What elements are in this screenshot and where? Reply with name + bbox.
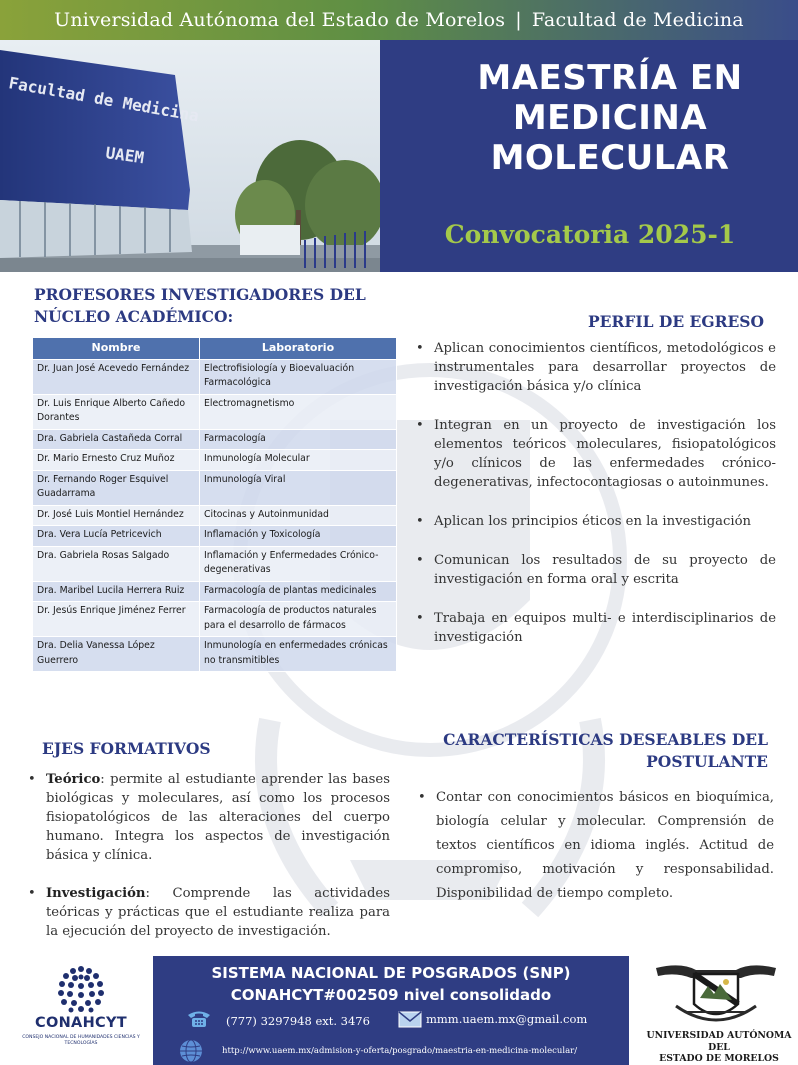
professor-lab: Electrofisiología y Bioevaluación Farmacológica: [200, 359, 397, 394]
program-title: [440, 58, 780, 178]
professor-name: Dra. Maribel Lucila Herrera Ruiz: [33, 581, 200, 602]
list-item: [416, 609, 776, 647]
envelope-icon: [398, 1011, 422, 1028]
table-row: [33, 602, 397, 637]
building-sign-line1: Facultad de Medicina: [7, 73, 201, 126]
uaem-name: [640, 1030, 798, 1065]
building-illustration: [0, 40, 380, 272]
bullet-icon: •: [416, 341, 424, 356]
list-item: [416, 512, 776, 531]
email-address: mmm.uaem.mx@gmail.com: [426, 1012, 588, 1026]
professor-lab: Inflamación y Enfermedades Crónico-degenerativas: [200, 546, 397, 581]
table-header-row: [33, 338, 397, 360]
column-header-lab: Laboratorio: [200, 338, 397, 360]
table-row: [33, 581, 397, 602]
phone-number: (777) 3297948 ext. 3476: [226, 1014, 370, 1028]
caracteristicas-heading: [420, 729, 768, 773]
professor-name: Dra. Delia Vanessa López Guerrero: [33, 637, 200, 672]
bullet-icon: •: [416, 418, 424, 433]
ejes-list: [28, 770, 390, 960]
title-line-3: MOLECULAR: [490, 138, 730, 178]
professor-lab: Citocinas y Autoinmunidad: [200, 505, 397, 526]
ejes-heading: EJES FORMATIVOS: [42, 739, 211, 758]
professor-name: Dra. Gabriela Rosas Salgado: [33, 546, 200, 581]
uaem-crest-icon: [646, 960, 786, 1026]
eje-term: Teórico: [46, 772, 101, 787]
perfil-heading-wrap: [560, 311, 764, 333]
column-header-name: Nombre: [33, 338, 200, 360]
list-item: [416, 416, 776, 492]
perfil-item-text: Trabaja en equipos multi- e interdisciplinarios de investigación: [434, 611, 776, 645]
conahcyt-name: CONAHCYT: [35, 1015, 127, 1031]
bullet-icon: •: [28, 886, 36, 901]
program-url[interactable]: http://www.uaem.mx/admision-y-oferta/posgrado/maestria-en-medicina-molecular/: [222, 1046, 578, 1056]
perfil-heading: PERFIL DE EGRESO: [588, 312, 764, 331]
conahcyt-subtitle: CONSEJO NACIONAL DE HUMANIDADES CIENCIAS Y TECNOLOGÍAS: [22, 1035, 140, 1046]
professor-name: Dr. Luis Enrique Alberto Cañedo Dorantes: [33, 394, 200, 429]
university-name: Universidad Autónoma del Estado de Morelos: [54, 9, 506, 31]
header-title: [0, 0, 798, 40]
perfil-item-text: Integran en un proyecto de investigación los elementos teóricos moleculares, fisiopatológicos y/o clínicos de las enfermedades crónico-degenerativas, infectocontagiosas o autoinmunes.: [434, 418, 776, 490]
professors-heading: [34, 284, 394, 328]
table-row: [33, 526, 397, 547]
professor-lab: Inmunología Viral: [200, 470, 397, 505]
professor-name: Dr. Jesús Enrique Jiménez Ferrer: [33, 602, 200, 637]
list-item: [416, 551, 776, 589]
professors-table: [32, 337, 397, 672]
caracteristicas-heading-line2: POSTULANTE: [646, 752, 768, 771]
ejes-heading-wrap: [42, 738, 342, 760]
professors-heading-line1: PROFESORES INVESTIGADORES DEL: [34, 285, 366, 304]
professor-name: Dra. Gabriela Castañeda Corral: [33, 429, 200, 450]
professor-name: Dr. Mario Ernesto Cruz Muñoz: [33, 450, 200, 471]
snp-title: SISTEMA NACIONAL DE POSGRADOS (SNP): [211, 964, 571, 982]
professor-lab: Farmacología de plantas medicinales: [200, 581, 397, 602]
professor-lab: Farmacología de productos naturales para el desarrollo de fármacos: [200, 602, 397, 637]
bullet-icon: •: [28, 772, 36, 787]
list-item: [28, 884, 390, 941]
building-sign-line2: UAEM: [104, 143, 146, 168]
table-row: [33, 394, 397, 429]
list-item: [418, 786, 774, 906]
eje-term: Investigación: [46, 886, 146, 901]
building-photo: [0, 40, 380, 272]
bullet-icon: •: [416, 553, 424, 568]
professor-lab: Inmunología Molecular: [200, 450, 397, 471]
bullet-icon: •: [416, 611, 424, 626]
caracteristicas-list: [418, 786, 774, 906]
conahcyt-logo-icon: [46, 964, 116, 1014]
table-row: [33, 505, 397, 526]
caracteristicas-item-text: Contar con conocimientos básicos en bioquímica, biología celular y molecular. Comprensión de textos científicos en idioma inglés. Actitud de compromiso, motivación y responsabilidad. Disponibilidad de tiempo completo.: [436, 790, 774, 901]
header-separator: |: [515, 9, 522, 31]
bullet-icon: •: [418, 790, 426, 805]
title-line-2: MEDICINA: [512, 98, 708, 138]
list-item: [28, 770, 390, 865]
professor-name: Dr. Juan José Acevedo Fernández: [33, 359, 200, 394]
table-row: [33, 450, 397, 471]
professor-lab: Farmacología: [200, 429, 397, 450]
perfil-list: [416, 339, 776, 667]
table-row: [33, 637, 397, 672]
caracteristicas-heading-line1: CARACTERÍSTICAS DESEABLES DEL: [443, 730, 768, 749]
snp-registration: CONAHCYT#002509 nivel consolidado: [230, 986, 552, 1004]
uaem-name-line1: UNIVERSIDAD AUTÓNOMA DEL: [646, 1030, 792, 1053]
phone-icon: [186, 1010, 212, 1028]
table-row: [33, 470, 397, 505]
table-row: [33, 429, 397, 450]
perfil-item-text: Aplican conocimientos científicos, metodológicos e instrumentales para desarrollar proyectos de investigación básica y/o clínica: [434, 341, 776, 394]
professor-name: Dra. Vera Lucía Petricevich: [33, 526, 200, 547]
perfil-item-text: Aplican los principios éticos en la investigación: [434, 514, 752, 529]
professors-heading-line2: NÚCLEO ACADÉMICO:: [34, 307, 234, 326]
bullet-icon: •: [416, 514, 424, 529]
convocatoria-label: Convocatoria 2025-1: [444, 220, 736, 249]
professor-lab: Inflamación y Toxicología: [200, 526, 397, 547]
professor-lab: Inmunología en enfermedades crónicas no transmitibles: [200, 637, 397, 672]
professor-name: Dr. José Luis Montiel Hernández: [33, 505, 200, 526]
globe-icon: [179, 1039, 203, 1063]
eje-text: : Comprende las actividades teóricas y prácticas que el estudiante realiza para la ejecución del proyecto de investigación.: [46, 886, 390, 939]
table-row: [33, 359, 397, 394]
table-row: [33, 546, 397, 581]
eje-text: : permite al estudiante aprender las bases biológicas y moleculares, así como los procesos fisiopatológicos de las alteraciones del cuerpo humano. Integra los aspectos de investigación básica y clínica.: [46, 772, 390, 863]
uaem-name-line2: ESTADO DE MORELOS: [659, 1053, 779, 1064]
professor-lab: Electromagnetismo: [200, 394, 397, 429]
list-item: [416, 339, 776, 396]
professor-name: Dr. Fernando Roger Esquivel Guadarrama: [33, 470, 200, 505]
perfil-item-text: Comunican los resultados de su proyecto de investigación en forma oral y escrita: [434, 553, 776, 587]
faculty-name: Facultad de Medicina: [531, 9, 744, 31]
title-line-1: MAESTRÍA EN: [477, 58, 743, 98]
